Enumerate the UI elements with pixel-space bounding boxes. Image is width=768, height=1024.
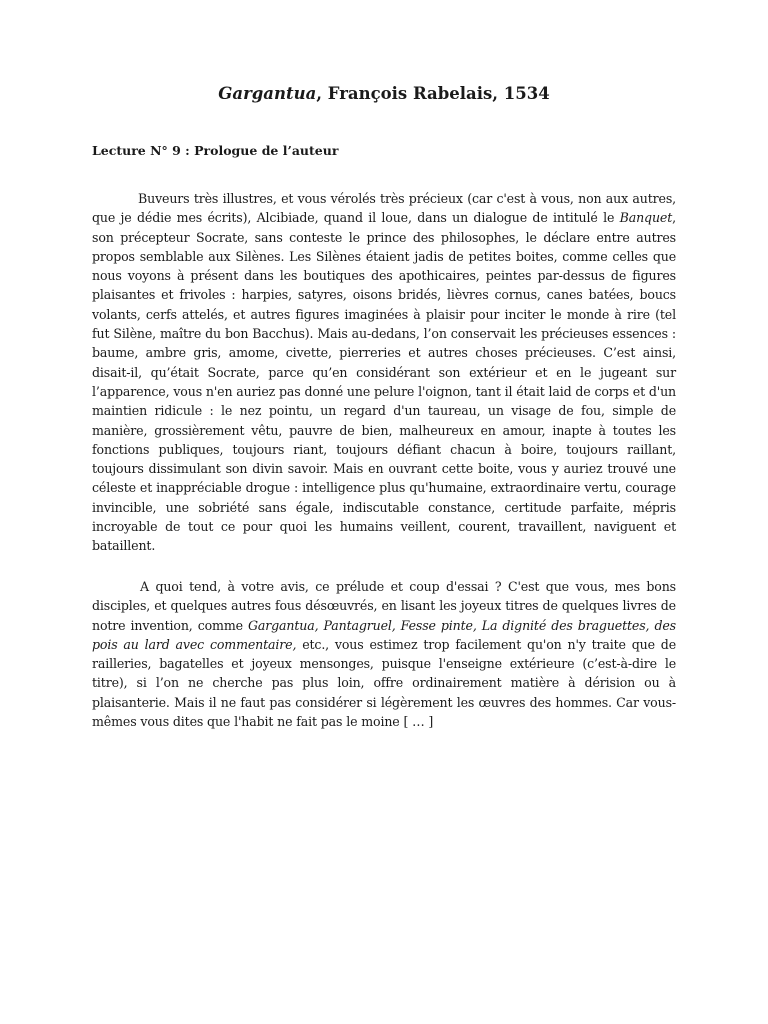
paragraph-1-text-b: , son précepteur Socrate, sans conteste le prince des philosophes, le déclare entre autres propos semblable aux Silènes. Les Silènes étaient jadis de petites boites, comme celles que nous voyons à présent dans les boutiques des apothicaires, peintes par-dessus de figures plaisantes et frivoles : harpies, satyres, oisons bridés, lièvres cornus, canes batées, boucs volants, cerfs attelés, et autres figures imaginées à plaisir pour inciter le monde à rire (tel fut Silène, maître du bon Bacchus). Mais au-dedans, l’on conservait les précieuses essences : baume, ambre gris, amome, civette, pierreries et autres choses précieuses. C’est ainsi, disait-il, qu’était Socrate, parce qu’en considérant son extérieur et en le jugeant sur l’apparence, vous n'en auriez pas donné une pelure l'oignon, tant il était laid de corps et d'un maintien ridicule : le nez pointu, un regard d'un taureau, un visage de fou, simple de manière, grossièrement vêtu, pauvre de bien, malheureux en amour, inapte à toutes les fonctions publiques, toujours riant, toujours défiant chacun à boire, toujours raillant, toujours dissimulant son divin savoir. Mais en ouvrant cette boite, vous y auriez trouvé une céleste et inappréciable drogue : intelligence plus qu'humaine, extraordinaire vertu, courage invincible, une sobriété sans égale, indiscutable constance, certitude parfaite, mépris incroyable de tout ce pour quoi les humains veillent, courent, travaillent, naviguent et bataillent. <box>92 210 676 554</box>
paragraph-2-text-a: A quoi tend, à votre avis, ce prélude et coup d'essai ? C'est que vous, mes bons disciples, et quelques autres fous désœuvrés, en lisant les joyeux titres de quelques livres de notre invention, comme <box>92 579 676 633</box>
paragraph-2-italic: Gargantua, Pantagruel, Fesse pinte, La dignité des braguettes, des pois au lard avec commentaire, <box>92 617 676 652</box>
paragraph-2-text-b: etc., vous estimez trop facilement qu'on n'y traite que de railleries, bagatelles et joyeux mensonges, puisque l'enseigne extérieure (c’est-à-dire le titre), si l’on ne cherche pas plus loin, offre ordinairement matière à dérision ou à plaisanterie. Mais il ne faut pas considérer si légèrement les œuvres des hommes. Car vous-mêmes vous dites que l'habit ne fait pas le moine [ … ] <box>92 636 677 730</box>
title-work: Gargantua <box>218 84 317 103</box>
paragraph-1 <box>92 189 676 556</box>
paragraph-1-text-a: Buveurs très illustres, et vous vérolés très précieux (car c'est à vous, non aux autres, que je dédie mes écrits), Alcibiade, quand il loue, dans un dialogue de intitulé le <box>92 191 676 226</box>
lecture-heading: Lecture N° 9 : Prologue de l’auteur <box>92 143 339 158</box>
paragraph-2 <box>92 577 676 731</box>
document-title <box>0 84 768 103</box>
title-author-date: , François Rabelais, 1534 <box>316 84 550 103</box>
paragraph-1-italic: Banquet <box>619 210 673 226</box>
